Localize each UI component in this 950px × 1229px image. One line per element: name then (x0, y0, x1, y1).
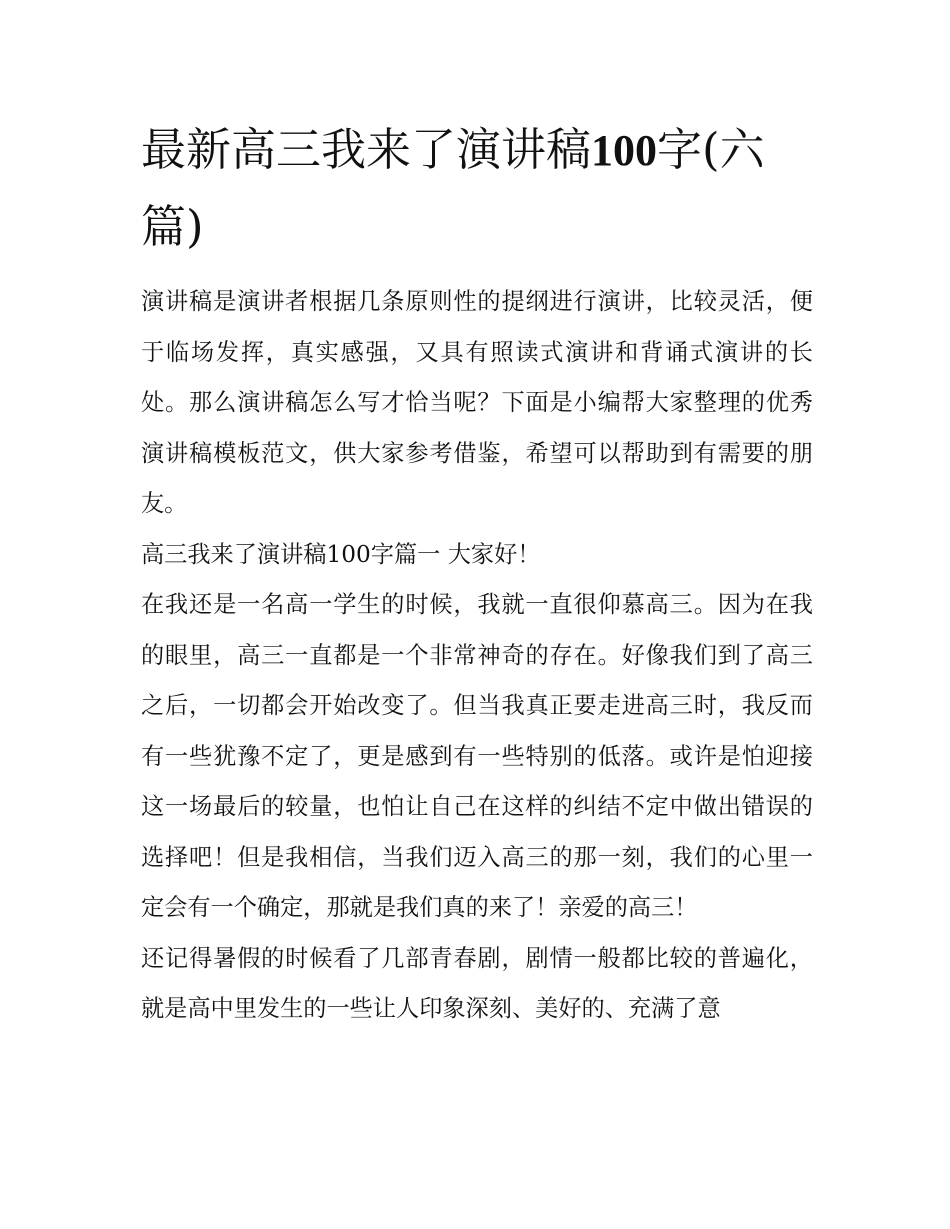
section-heading-paragraph: 高三我来了演讲稿100字篇一 大家好！ (141, 540, 541, 568)
title-number: 100 (591, 126, 658, 175)
body-paragraph: 还记得暑假的时候看了几部青春剧，剧情一般都比较的普遍化，就是高中里发生的一些让人印象深刻、美好的、充满了意 (141, 944, 813, 1022)
intro-paragraph: 演讲稿是演讲者根据几条原则性的提纲进行演讲，比较灵活，便于临场发挥，真实感强，又具有照读式演讲和背诵式演讲的长处。那么演讲稿怎么写才恰当呢？下面是小编帮大家整理的优秀演讲稿模板范文，供大家参考借鉴，希望可以帮助到有需要的朋友。 (141, 288, 813, 517)
body-paragraph: 在我还是一名高一学生的时候，我就一直很仰慕高三。因为在我的眼里，高三一直都是一个非常神奇的存在。好像我们到了高三之后，一切都会开始改变了。但当我真正要走进高三时，我反而有一些犹豫不定了，更是感到有一些特别的低落。或许是怕迎接这一场最后的较量，也怕让自己在这样的纠结不定中做出错误的选择吧！但是我相信，当我们迈入高三的那一刻，我们的心里一定会有一个确定，那就是我们真的来了！亲爱的高三！ (141, 591, 813, 921)
document-title (141, 112, 813, 265)
document-body (141, 277, 813, 1035)
document-content (141, 112, 813, 1035)
title-text-after: 字(六篇) (141, 123, 765, 253)
title-text-before: 最新高三我来了演讲稿 (141, 123, 592, 176)
